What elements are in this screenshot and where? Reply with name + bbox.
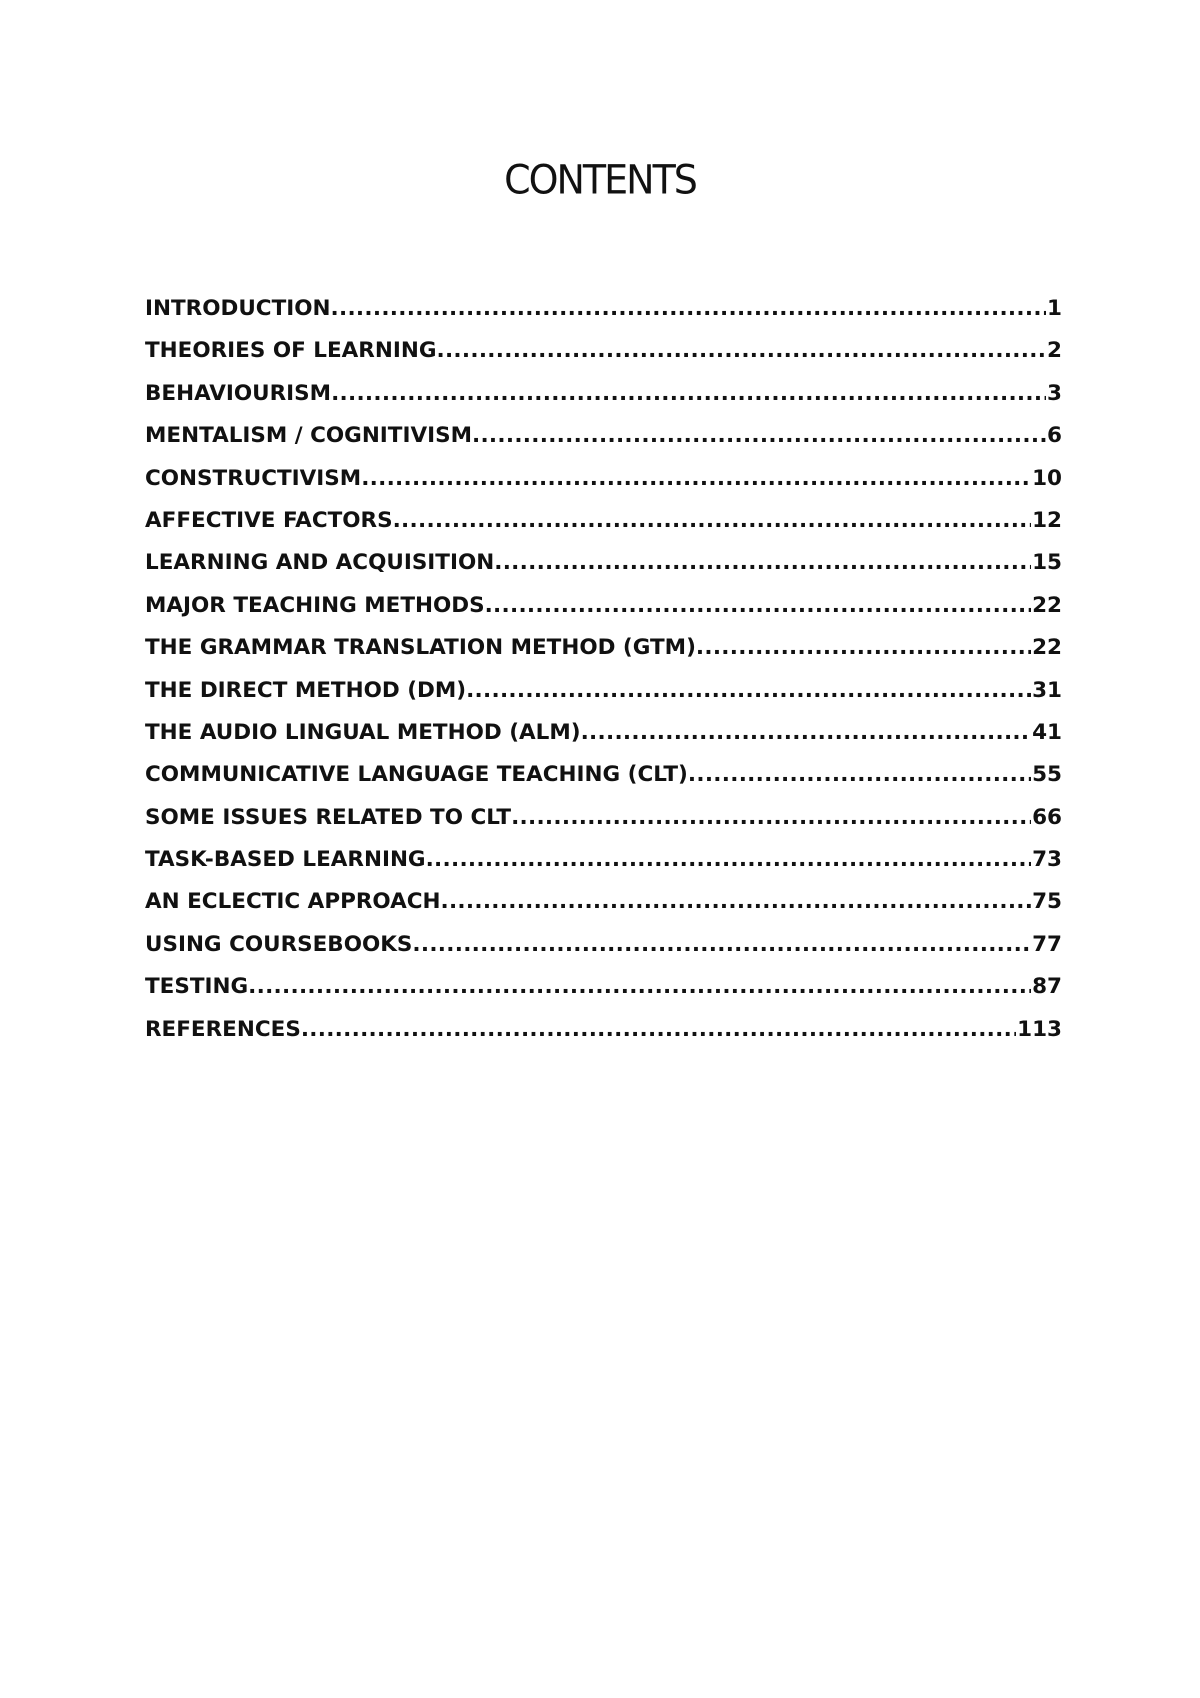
toc-entry[interactable]	[145, 296, 1062, 338]
toc-entry-page-number: 22	[1032, 592, 1062, 618]
toc-entry[interactable]	[145, 466, 1062, 508]
toc-entry-label: COMMUNICATIVE LANGUAGE TEACHING (CLT)	[145, 762, 688, 788]
toc-entry-page-number: 3	[1047, 380, 1062, 406]
toc-leader-dots	[441, 889, 1032, 914]
toc-entry[interactable]	[145, 762, 1062, 804]
toc-entry[interactable]	[145, 381, 1062, 423]
toc-entry-page-number: 77	[1032, 931, 1062, 957]
toc-entry[interactable]	[145, 847, 1062, 889]
toc-leader-dots	[511, 805, 1031, 830]
toc-leader-dots	[485, 593, 1031, 618]
toc-entry-label: AN ECLECTIC APPROACH	[145, 889, 441, 915]
toc-entry-label: MENTALISM / COGNITIVISM	[145, 423, 472, 449]
toc-leader-dots	[331, 381, 1046, 406]
toc-entry-page-number: 66	[1032, 804, 1062, 830]
toc-leader-dots	[696, 635, 1031, 660]
toc-entry-page-number: 6	[1047, 423, 1062, 449]
toc-entry-label: THEORIES OF LEARNING	[145, 338, 437, 364]
toc-entry-page-number: 12	[1032, 507, 1062, 533]
toc-leader-dots	[331, 296, 1047, 321]
toc-leader-dots	[412, 932, 1031, 957]
toc-entry-page-number: 15	[1032, 550, 1062, 576]
toc-entry-label: REFERENCES	[145, 1016, 301, 1042]
toc-entry[interactable]	[145, 508, 1062, 550]
toc-entry-label: MAJOR TEACHING METHODS	[145, 592, 485, 618]
toc-entry-label: TESTING	[145, 974, 249, 1000]
toc-entry[interactable]	[145, 635, 1062, 677]
toc-entry-page-number: 31	[1032, 677, 1062, 703]
toc-entry-page-number: 10	[1032, 465, 1062, 491]
toc-entry-page-number: 1	[1047, 296, 1062, 321]
toc-leader-dots	[361, 466, 1031, 491]
toc-leader-dots	[393, 508, 1032, 533]
toc-entry-label: TASK-BASED LEARNING	[145, 847, 426, 873]
toc-entry[interactable]	[145, 974, 1062, 1016]
toc-entry[interactable]	[145, 550, 1062, 592]
toc-leader-dots	[248, 974, 1031, 999]
toc-entry-page-number: 113	[1017, 1016, 1062, 1042]
toc-entry-page-number: 75	[1032, 889, 1062, 915]
toc-leader-dots	[581, 720, 1032, 745]
toc-entry[interactable]	[145, 805, 1062, 847]
toc-entry[interactable]	[145, 889, 1062, 931]
toc-entry[interactable]	[145, 338, 1062, 380]
toc-entry[interactable]	[145, 720, 1062, 762]
table-of-contents	[145, 296, 1062, 1059]
toc-leader-dots	[437, 338, 1047, 363]
toc-entry-page-number: 41	[1032, 719, 1062, 745]
toc-leader-dots	[472, 423, 1046, 448]
toc-entry-page-number: 55	[1032, 762, 1062, 788]
page-title: CONTENTS	[504, 156, 696, 204]
toc-leader-dots	[426, 847, 1031, 872]
toc-entry-page-number: 73	[1032, 847, 1062, 873]
toc-entry-label: THE GRAMMAR TRANSLATION METHOD (GTM)	[145, 635, 696, 661]
toc-entry[interactable]	[145, 1017, 1062, 1059]
toc-entry[interactable]	[145, 932, 1062, 974]
toc-entry[interactable]	[145, 593, 1062, 635]
toc-entry-page-number: 2	[1047, 338, 1062, 364]
toc-leader-dots	[494, 550, 1031, 575]
toc-entry-label: SOME ISSUES RELATED TO CLT	[145, 804, 512, 830]
toc-leader-dots	[301, 1017, 1016, 1042]
toc-entry-page-number: 87	[1032, 974, 1062, 1000]
toc-entry-label: INTRODUCTION	[145, 296, 331, 321]
toc-entry-page-number: 22	[1032, 635, 1062, 661]
toc-entry-label: THE AUDIO LINGUAL METHOD (ALM)	[145, 719, 581, 745]
toc-entry[interactable]	[145, 423, 1062, 465]
toc-leader-dots	[688, 762, 1031, 787]
toc-entry-label: LEARNING AND ACQUISITION	[145, 550, 495, 576]
toc-entry-label: USING COURSEBOOKS	[145, 931, 413, 957]
toc-entry-label: THE DIRECT METHOD (DM)	[145, 677, 467, 703]
toc-entry-label: CONSTRUCTIVISM	[145, 465, 362, 491]
toc-leader-dots	[466, 678, 1031, 703]
toc-entry-label: BEHAVIOURISM	[145, 380, 332, 406]
toc-entry[interactable]	[145, 678, 1062, 720]
toc-entry-label: AFFECTIVE FACTORS	[145, 507, 393, 533]
